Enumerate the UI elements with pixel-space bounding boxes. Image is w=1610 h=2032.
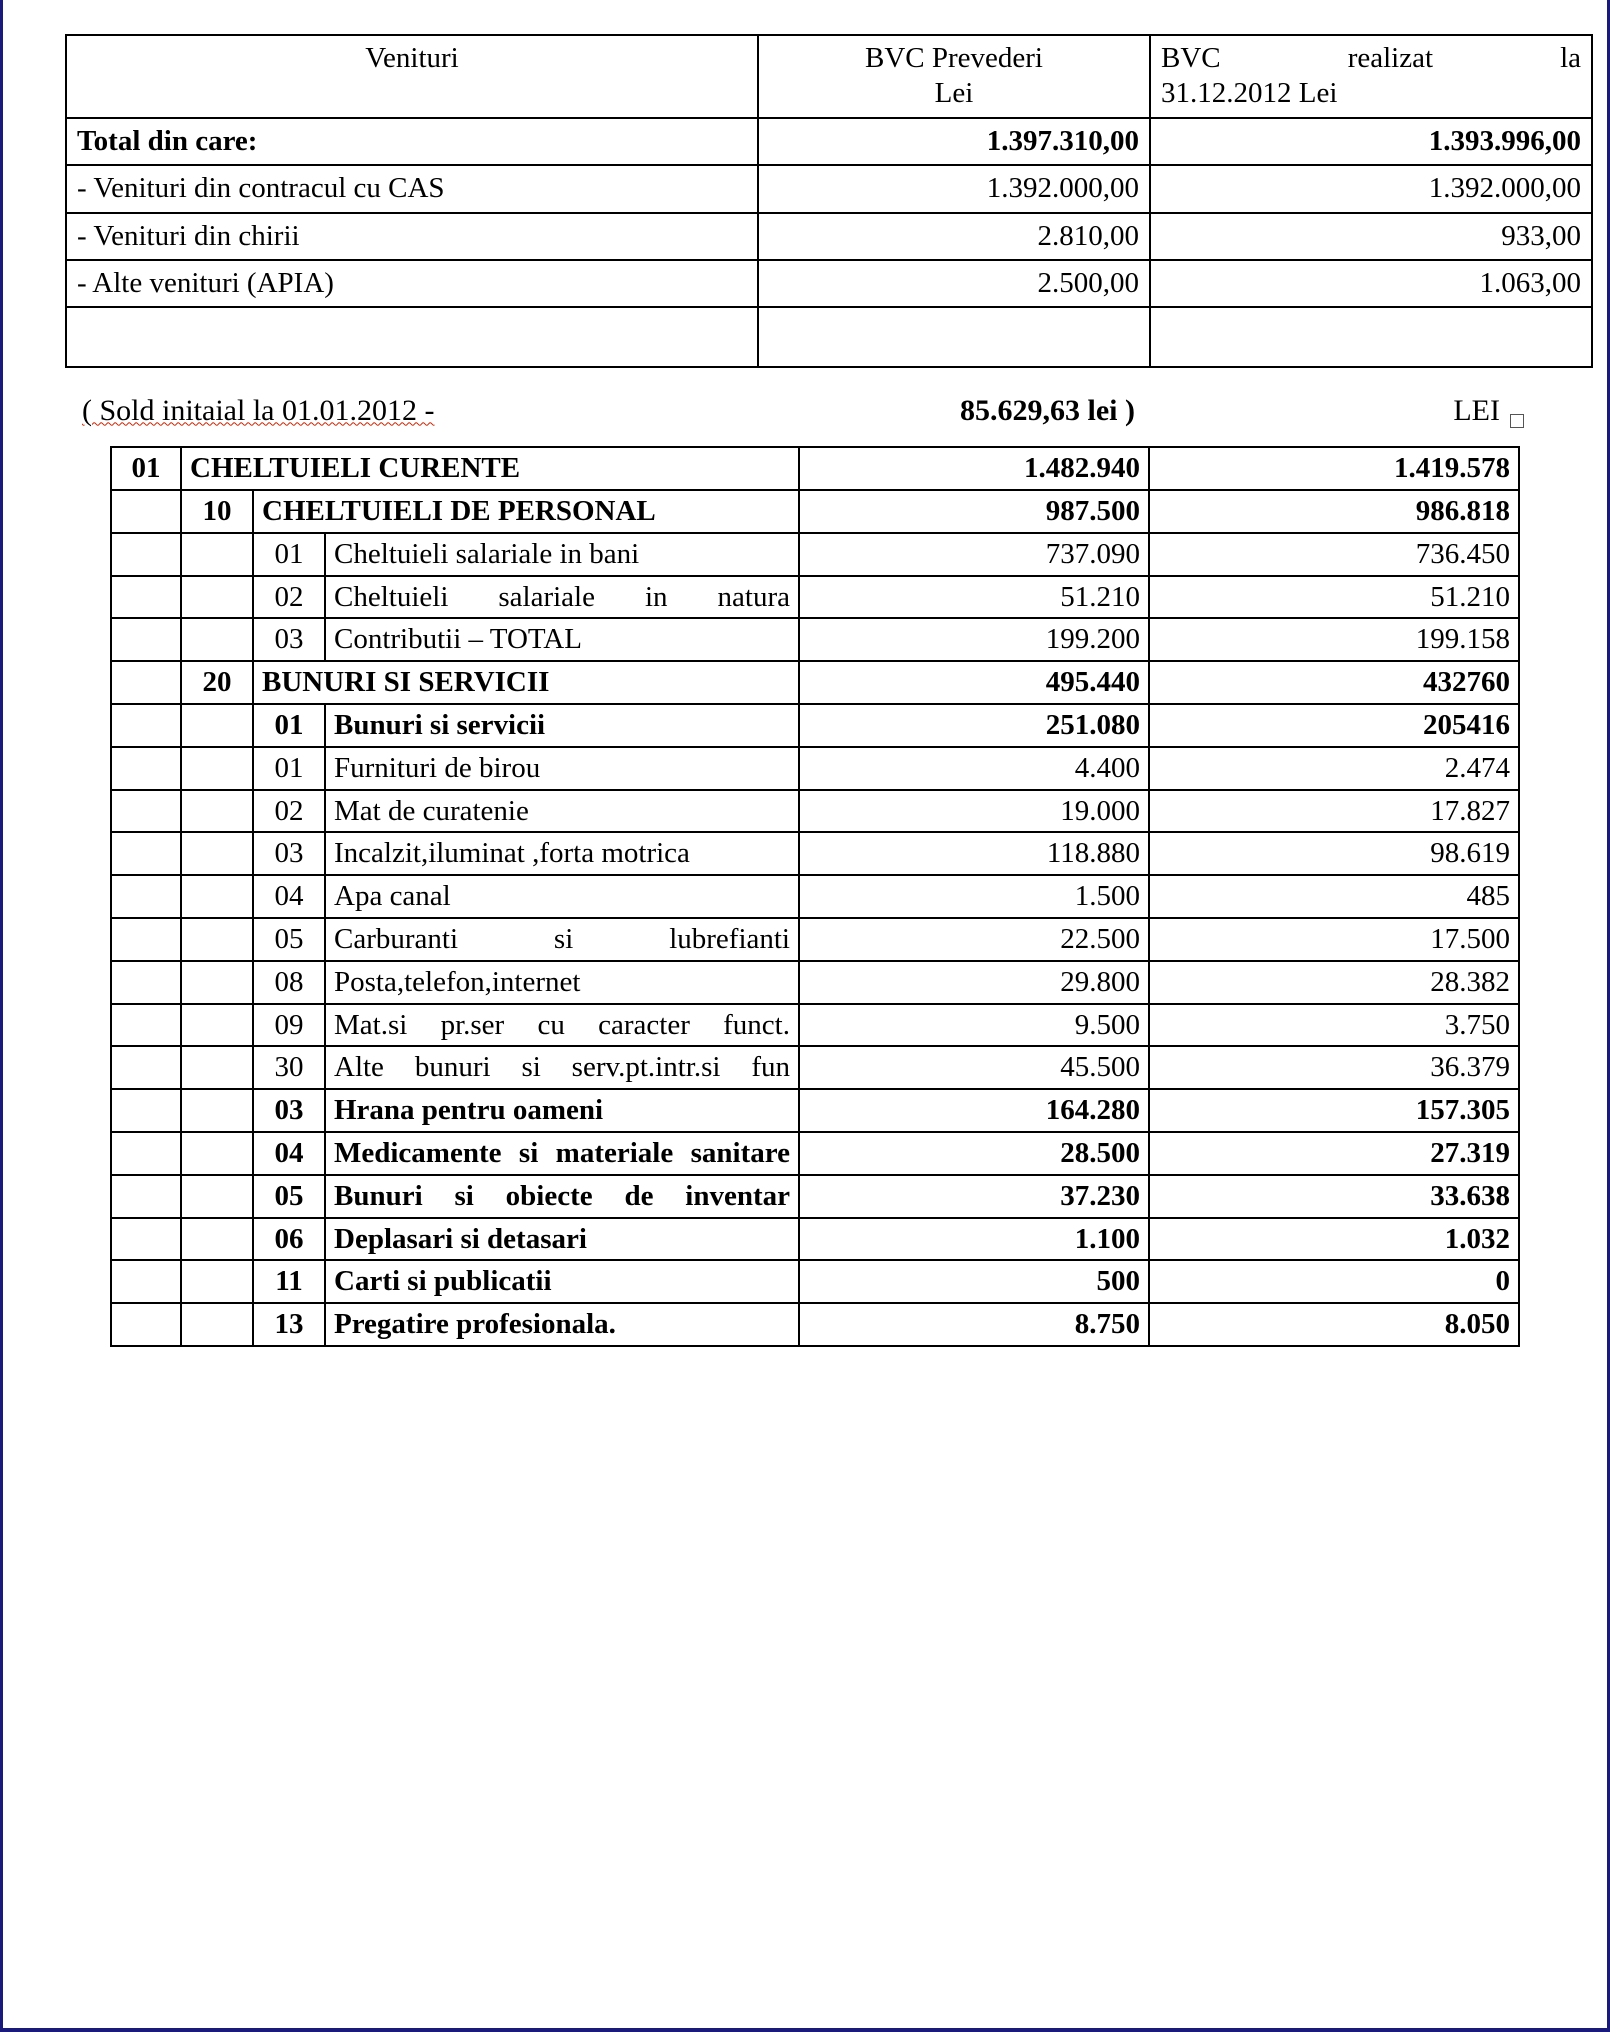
expense-code-level1 bbox=[111, 961, 181, 1004]
revenue-row-realizat: 1.392.000,00 bbox=[1150, 165, 1592, 212]
expense-code-level2 bbox=[181, 832, 253, 875]
expense-name: Cheltuieli salariale in natura bbox=[325, 576, 799, 619]
expense-name: Posta,telefon,internet bbox=[325, 961, 799, 1004]
expense-row bbox=[111, 447, 1519, 490]
sold-initial-line bbox=[60, 394, 1540, 440]
expense-name: Pregatire profesionala. bbox=[325, 1303, 799, 1346]
expense-row bbox=[111, 1046, 1519, 1089]
revenue-row-realizat: 933,00 bbox=[1150, 213, 1592, 260]
selection-handle bbox=[1510, 414, 1524, 428]
revenue-row bbox=[66, 260, 1592, 307]
expense-prevederi: 737.090 bbox=[799, 533, 1149, 576]
expense-prevederi: 500 bbox=[799, 1260, 1149, 1303]
expense-name: Hrana pentru oameni bbox=[325, 1089, 799, 1132]
expense-code-level3: 02 bbox=[253, 576, 325, 619]
expense-name: Apa canal bbox=[325, 875, 799, 918]
expense-code-level3: 05 bbox=[253, 1175, 325, 1218]
expense-code-level3: 03 bbox=[253, 1089, 325, 1132]
revenue-row-realizat bbox=[1150, 307, 1592, 367]
expense-name: Carburanti si lubrefianti bbox=[325, 918, 799, 961]
expense-name: Contributii – TOTAL bbox=[325, 618, 799, 661]
expense-code-level1 bbox=[111, 747, 181, 790]
revenue-empty-row bbox=[66, 307, 1592, 367]
expense-realizat: 485 bbox=[1149, 875, 1519, 918]
expense-code-level2 bbox=[181, 618, 253, 661]
expense-code-level1 bbox=[111, 918, 181, 961]
revenue-row-prevederi bbox=[758, 307, 1150, 367]
expense-row bbox=[111, 875, 1519, 918]
page-border-bottom bbox=[0, 2028, 1610, 2032]
expense-prevederi: 45.500 bbox=[799, 1046, 1149, 1089]
expense-prevederi: 1.100 bbox=[799, 1218, 1149, 1261]
expense-code-level2 bbox=[181, 747, 253, 790]
expense-prevederi: 118.880 bbox=[799, 832, 1149, 875]
revenue-row-label: - Alte venituri (APIA) bbox=[66, 260, 758, 307]
expense-code-level3: 06 bbox=[253, 1218, 325, 1261]
expense-row bbox=[111, 1132, 1519, 1175]
expense-code-level1 bbox=[111, 1175, 181, 1218]
expense-code-level1 bbox=[111, 790, 181, 833]
expense-realizat: 27.319 bbox=[1149, 1132, 1519, 1175]
expense-realizat: 986.818 bbox=[1149, 490, 1519, 533]
expense-prevederi: 9.500 bbox=[799, 1004, 1149, 1047]
expense-realizat: 157.305 bbox=[1149, 1089, 1519, 1132]
expense-code-level2 bbox=[181, 704, 253, 747]
expense-code-level1 bbox=[111, 490, 181, 533]
expense-code-level3: 11 bbox=[253, 1260, 325, 1303]
expense-code-level4: 02 bbox=[253, 790, 325, 833]
expense-code-level1 bbox=[111, 704, 181, 747]
expense-prevederi: 1.482.940 bbox=[799, 447, 1149, 490]
expense-realizat: 736.450 bbox=[1149, 533, 1519, 576]
expense-name: CHELTUIELI DE PERSONAL bbox=[253, 490, 799, 533]
expense-name: Deplasari si detasari bbox=[325, 1218, 799, 1261]
expense-code-level2 bbox=[181, 918, 253, 961]
expense-code-level4: 01 bbox=[253, 747, 325, 790]
expense-name: Mat de curatenie bbox=[325, 790, 799, 833]
expense-realizat: 432760 bbox=[1149, 661, 1519, 704]
expense-code-level1 bbox=[111, 533, 181, 576]
expense-realizat: 205416 bbox=[1149, 704, 1519, 747]
expense-code-level4: 09 bbox=[253, 1004, 325, 1047]
expense-code-level3: 01 bbox=[253, 533, 325, 576]
revenue-row-prevederi: 2.810,00 bbox=[758, 213, 1150, 260]
expense-row bbox=[111, 661, 1519, 704]
revenue-row-prevederi: 1.397.310,00 bbox=[758, 118, 1150, 165]
expense-prevederi: 4.400 bbox=[799, 747, 1149, 790]
expense-prevederi: 199.200 bbox=[799, 618, 1149, 661]
expense-code-level2 bbox=[181, 576, 253, 619]
expense-code-level1 bbox=[111, 1303, 181, 1346]
expense-code-level4: 03 bbox=[253, 832, 325, 875]
revenue-header-prevederi-line2: Lei bbox=[934, 77, 974, 110]
expense-code-level1 bbox=[111, 1004, 181, 1047]
expense-row bbox=[111, 1175, 1519, 1218]
revenue-row-realizat: 1.063,00 bbox=[1150, 260, 1592, 307]
revenue-body bbox=[66, 118, 1592, 368]
revenue-row-label: - Venituri din chirii bbox=[66, 213, 758, 260]
expense-row bbox=[111, 576, 1519, 619]
expense-code-level2 bbox=[181, 533, 253, 576]
expense-realizat: 0 bbox=[1149, 1260, 1519, 1303]
expense-realizat: 51.210 bbox=[1149, 576, 1519, 619]
expense-realizat: 199.158 bbox=[1149, 618, 1519, 661]
revenue-row-label: - Venituri din contracul cu CAS bbox=[66, 165, 758, 212]
expense-realizat: 28.382 bbox=[1149, 961, 1519, 1004]
expense-prevederi: 22.500 bbox=[799, 918, 1149, 961]
expense-name: Cheltuieli salariale in bani bbox=[325, 533, 799, 576]
expense-code-level2 bbox=[181, 1004, 253, 1047]
expense-code-level1 bbox=[111, 1089, 181, 1132]
expense-name: Bunuri si obiecte de inventar bbox=[325, 1175, 799, 1218]
expense-code-level2 bbox=[181, 790, 253, 833]
revenue-row bbox=[66, 118, 1592, 165]
sold-initial-amount: 85.629,63 lei ) bbox=[960, 394, 1135, 428]
expense-row bbox=[111, 1004, 1519, 1047]
expense-name: Incalzit,iluminat ,forta motrica bbox=[325, 832, 799, 875]
expense-prevederi: 251.080 bbox=[799, 704, 1149, 747]
revenue-header-row bbox=[66, 35, 1592, 118]
expense-code-level1 bbox=[111, 1260, 181, 1303]
revenue-header-realizat bbox=[1150, 35, 1592, 118]
expense-code-level1 bbox=[111, 618, 181, 661]
expense-prevederi: 495.440 bbox=[799, 661, 1149, 704]
expense-realizat: 98.619 bbox=[1149, 832, 1519, 875]
expense-code-level2 bbox=[181, 1260, 253, 1303]
expense-realizat: 2.474 bbox=[1149, 747, 1519, 790]
expense-row bbox=[111, 790, 1519, 833]
expenses-table bbox=[110, 446, 1520, 1347]
expense-realizat: 3.750 bbox=[1149, 1004, 1519, 1047]
expense-row bbox=[111, 618, 1519, 661]
sold-initial-text bbox=[82, 394, 434, 428]
expense-realizat: 8.050 bbox=[1149, 1303, 1519, 1346]
expense-code-level1 bbox=[111, 1218, 181, 1261]
expense-name: Furnituri de birou bbox=[325, 747, 799, 790]
expense-code-level4: 05 bbox=[253, 918, 325, 961]
expense-realizat: 17.500 bbox=[1149, 918, 1519, 961]
expense-code-level2 bbox=[181, 1132, 253, 1175]
expenses-body bbox=[111, 447, 1519, 1346]
expense-row bbox=[111, 832, 1519, 875]
expense-code-level2 bbox=[181, 1303, 253, 1346]
expense-code-level2 bbox=[181, 875, 253, 918]
expense-code-level1 bbox=[111, 832, 181, 875]
currency-label: LEI bbox=[1453, 394, 1500, 428]
expense-code-level3: 04 bbox=[253, 1132, 325, 1175]
expense-code-level2 bbox=[181, 1175, 253, 1218]
expense-row bbox=[111, 961, 1519, 1004]
expense-code-level1 bbox=[111, 1132, 181, 1175]
expense-name: CHELTUIELI CURENTE bbox=[181, 447, 799, 490]
expense-realizat: 33.638 bbox=[1149, 1175, 1519, 1218]
expense-code-level4: 30 bbox=[253, 1046, 325, 1089]
expense-prevederi: 51.210 bbox=[799, 576, 1149, 619]
expense-realizat: 1.419.578 bbox=[1149, 447, 1519, 490]
revenue-header-realizat-line2: 31.12.2012 Lei bbox=[1161, 77, 1338, 110]
expense-name: Carti si publicatii bbox=[325, 1260, 799, 1303]
expense-row bbox=[111, 704, 1519, 747]
expense-realizat: 1.032 bbox=[1149, 1218, 1519, 1261]
expense-prevederi: 987.500 bbox=[799, 490, 1149, 533]
expense-row bbox=[111, 1260, 1519, 1303]
expense-code-level2 bbox=[181, 1046, 253, 1089]
expense-prevederi: 19.000 bbox=[799, 790, 1149, 833]
revenue-header-realizat-line1: BVC realizat la bbox=[1161, 42, 1581, 74]
revenue-row bbox=[66, 213, 1592, 260]
expense-code-level2 bbox=[181, 961, 253, 1004]
expense-code-level3: 01 bbox=[253, 704, 325, 747]
revenue-row-prevederi: 1.392.000,00 bbox=[758, 165, 1150, 212]
expense-code-level4: 04 bbox=[253, 875, 325, 918]
expense-prevederi: 28.500 bbox=[799, 1132, 1149, 1175]
expense-code-level4: 08 bbox=[253, 961, 325, 1004]
expense-row bbox=[111, 533, 1519, 576]
expense-name: Alte bunuri si serv.pt.intr.si fun bbox=[325, 1046, 799, 1089]
expense-row bbox=[111, 1303, 1519, 1346]
revenue-row-label: Total din care: bbox=[66, 118, 758, 165]
page-border-left bbox=[0, 0, 3, 2032]
expense-code-level2: 20 bbox=[181, 661, 253, 704]
revenue-row bbox=[66, 165, 1592, 212]
expense-row bbox=[111, 1218, 1519, 1261]
expense-row bbox=[111, 747, 1519, 790]
expense-prevederi: 8.750 bbox=[799, 1303, 1149, 1346]
expense-prevederi: 37.230 bbox=[799, 1175, 1149, 1218]
sold-initial-prefix: ( Sold initaial la 01.01.2012 - bbox=[82, 394, 435, 428]
expense-code-level2 bbox=[181, 1089, 253, 1132]
revenue-table bbox=[65, 34, 1593, 368]
expense-code-level2 bbox=[181, 1218, 253, 1261]
expense-name: BUNURI SI SERVICII bbox=[253, 661, 799, 704]
expense-code-level1 bbox=[111, 1046, 181, 1089]
expense-row bbox=[111, 490, 1519, 533]
expense-row bbox=[111, 918, 1519, 961]
expense-code-level1 bbox=[111, 875, 181, 918]
expense-code-level2: 10 bbox=[181, 490, 253, 533]
document-content bbox=[60, 34, 1581, 1347]
expense-realizat: 36.379 bbox=[1149, 1046, 1519, 1089]
revenue-row-label bbox=[66, 307, 758, 367]
revenue-header-prevederi-line1: BVC Prevederi bbox=[865, 42, 1043, 74]
revenue-header-label: Venituri bbox=[66, 35, 758, 118]
expense-code-level1 bbox=[111, 661, 181, 704]
expense-realizat: 17.827 bbox=[1149, 790, 1519, 833]
expense-code-level1: 01 bbox=[111, 447, 181, 490]
expense-name: Bunuri si servicii bbox=[325, 704, 799, 747]
expense-name: Mat.si pr.ser cu caracter funct. bbox=[325, 1004, 799, 1047]
revenue-row-realizat: 1.393.996,00 bbox=[1150, 118, 1592, 165]
expense-code-level3: 03 bbox=[253, 618, 325, 661]
expense-prevederi: 164.280 bbox=[799, 1089, 1149, 1132]
expense-code-level1 bbox=[111, 576, 181, 619]
expense-prevederi: 29.800 bbox=[799, 961, 1149, 1004]
expense-row bbox=[111, 1089, 1519, 1132]
revenue-header-prevederi bbox=[758, 35, 1150, 118]
expense-prevederi: 1.500 bbox=[799, 875, 1149, 918]
expense-name: Medicamente si materiale sanitare bbox=[325, 1132, 799, 1175]
revenue-row-prevederi: 2.500,00 bbox=[758, 260, 1150, 307]
expense-code-level3: 13 bbox=[253, 1303, 325, 1346]
